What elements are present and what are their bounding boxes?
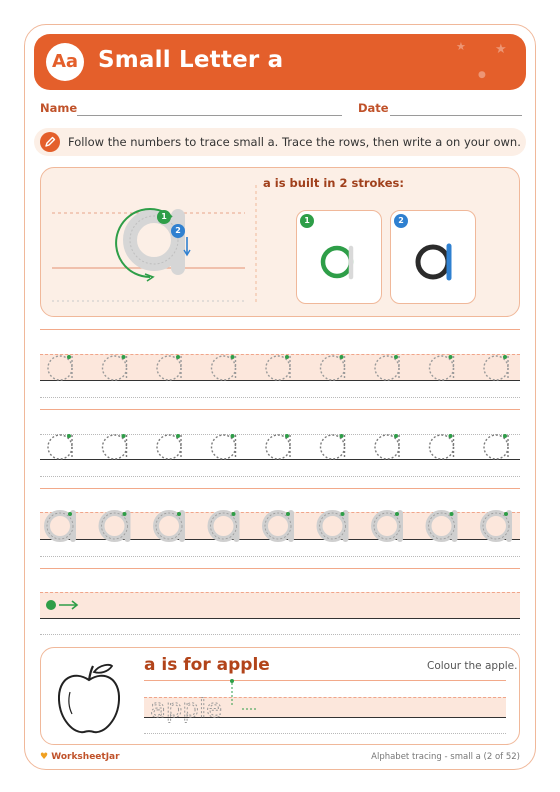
trace-letter-a[interactable] bbox=[321, 434, 345, 459]
trace-letter-a[interactable] bbox=[212, 434, 236, 459]
practice-row-2-descender bbox=[40, 476, 520, 477]
section-divider bbox=[40, 568, 520, 569]
practice-row-4-baseline bbox=[40, 618, 520, 619]
trace-letter-a[interactable] bbox=[483, 512, 509, 539]
step-2-marker: 2 bbox=[171, 224, 185, 238]
trace-letter-a[interactable] bbox=[321, 355, 345, 380]
trace-letter-a[interactable] bbox=[265, 512, 291, 539]
pencil-icon bbox=[40, 132, 60, 152]
trace-letter-a[interactable] bbox=[266, 355, 290, 380]
trace-letter-a[interactable] bbox=[374, 512, 400, 539]
practice-row-4-band bbox=[40, 592, 520, 619]
word-heading: a is for apple bbox=[144, 655, 270, 675]
section-divider bbox=[40, 329, 520, 330]
trace-letter-a[interactable] bbox=[48, 355, 72, 380]
star-icon: ★ bbox=[456, 40, 466, 53]
trace-letter-a[interactable] bbox=[430, 434, 454, 459]
trace-letter-a[interactable] bbox=[429, 512, 455, 539]
trace-letter-a[interactable] bbox=[48, 434, 72, 459]
practice-row-3[interactable] bbox=[40, 502, 520, 550]
trace-letter-a[interactable] bbox=[484, 434, 508, 459]
trace-letter-a[interactable] bbox=[212, 355, 236, 380]
strokes-heading: a is built in 2 strokes: bbox=[263, 176, 404, 190]
name-field[interactable] bbox=[77, 115, 342, 116]
trace-letter-a[interactable] bbox=[47, 512, 73, 539]
trace-letter-a[interactable] bbox=[103, 434, 127, 459]
date-field[interactable] bbox=[390, 115, 522, 116]
trace-letter-a[interactable] bbox=[102, 512, 128, 539]
section-divider bbox=[40, 488, 520, 489]
dot-icon: ● bbox=[478, 70, 486, 80]
trace-letter-a[interactable] bbox=[211, 512, 237, 539]
start-arrow-icon bbox=[44, 598, 84, 612]
trace-letter-a[interactable] bbox=[430, 355, 454, 380]
name-label: Name bbox=[40, 101, 78, 115]
trace-letter-a[interactable] bbox=[375, 434, 399, 459]
header-banner bbox=[34, 34, 526, 90]
step-1-marker: 1 bbox=[157, 210, 171, 224]
trace-letter-a[interactable] bbox=[157, 355, 181, 380]
trace-letter-a[interactable] bbox=[156, 512, 182, 539]
star-icon: ★ bbox=[495, 42, 507, 57]
trace-word-apple[interactable] bbox=[144, 675, 284, 740]
colour-instruction: Colour the apple. bbox=[427, 660, 518, 672]
trace-letter-a[interactable] bbox=[484, 355, 508, 380]
practice-row-3-descender bbox=[40, 556, 520, 557]
card-1-number: 1 bbox=[300, 214, 314, 228]
page-title: Small Letter a bbox=[98, 47, 284, 73]
card-2-number: 2 bbox=[394, 214, 408, 228]
practice-row-1-descender bbox=[40, 397, 520, 398]
practice-row-1[interactable] bbox=[40, 344, 520, 390]
trace-letter-a[interactable] bbox=[320, 512, 346, 539]
apple-image[interactable] bbox=[54, 660, 124, 738]
trace-letter-a[interactable] bbox=[375, 355, 399, 380]
date-label: Date bbox=[358, 101, 389, 115]
trace-letter-a[interactable] bbox=[266, 434, 290, 459]
brand-logo bbox=[40, 752, 120, 762]
trace-letter-a[interactable] bbox=[157, 434, 181, 459]
instruction-text: Follow the numbers to trace small a. Trace the rows, then write a on your own. bbox=[68, 135, 521, 149]
trace-letter-a[interactable] bbox=[103, 355, 127, 380]
letter-badge: Aa bbox=[46, 43, 84, 81]
practice-row-4-descender bbox=[40, 634, 520, 635]
practice-row-2[interactable] bbox=[40, 423, 520, 469]
page-info: Alphabet tracing - small a (2 of 52) bbox=[371, 752, 520, 762]
section-divider bbox=[40, 409, 520, 410]
trace-word-text: apple bbox=[150, 694, 223, 724]
heart-icon: ♥ bbox=[40, 752, 49, 762]
instruction-bar bbox=[34, 128, 526, 156]
brand-name: WorksheetJar bbox=[51, 752, 120, 762]
